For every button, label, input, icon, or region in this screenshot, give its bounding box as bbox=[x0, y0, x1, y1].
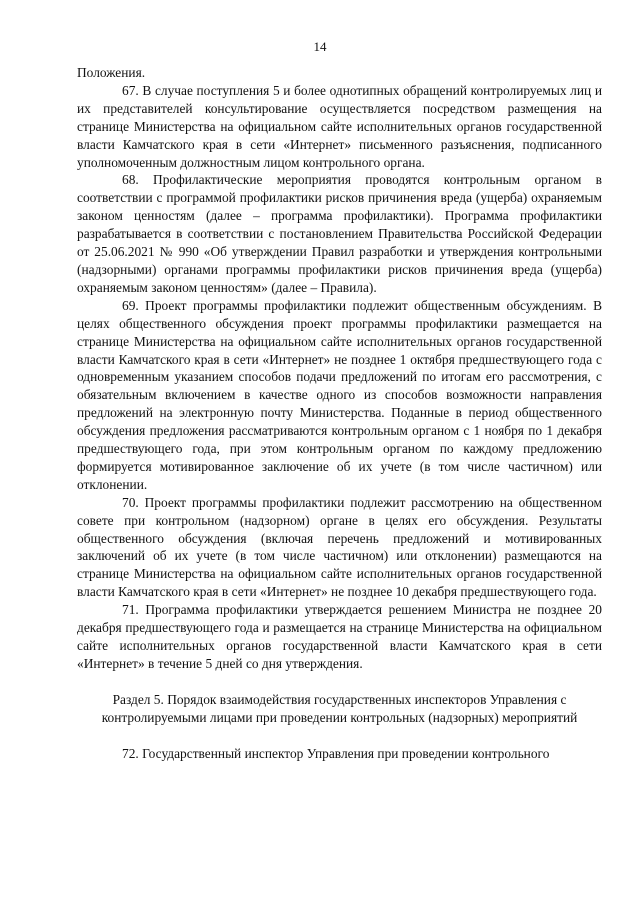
section-heading: Раздел 5. Порядок взаимодействия государственных инспекторов Управления с контролируемыми лицами при проведении контрольных (надзорных) мероприятий bbox=[101, 691, 578, 725]
paragraph-72: 72. Государственный инспектор Управления при проведении контрольного bbox=[122, 745, 550, 761]
document-body bbox=[77, 64, 602, 763]
paragraph-67: 67. В случае поступления 5 и более однотипных обращений контролируемых лиц и их представителей консультирование осуществляется посредством размещения на странице Министерства на официальном сайте исполнительных органов государственной власти Камчатского края в сети «Интернет» письменного разъяснения, подписанного уполномоченным должностным лицом контрольного органа. bbox=[77, 82, 602, 170]
paragraph-71: 71. Программа профилактики утверждается решением Министра не позднее 20 декабря предшествующего года и размещается на странице Министерства на официальном сайте исполнительных органов государственной власти Камчатского края в сети «Интернет» в течение 5 дней со дня утверждения. bbox=[77, 602, 602, 671]
paragraph-70: 70. Проект программы профилактики подлежит рассмотрению на общественном совете при контрольном (надзорном) органе в целях его обсуждения. Результаты общественного обсуждения (включая перечень предложений и мотивированных заключений об их учете (в том числе частичном) или отклонении) размещаются на странице Министерства на официальном сайте исполнительных органов государственной власти Камчатского края в сети «Интернет» не позднее 10 декабря предшествующего года. bbox=[77, 494, 602, 600]
paragraph-continuation: Положения. bbox=[77, 65, 146, 80]
paragraph-68: 68. Профилактические мероприятия проводятся контрольным органом в соответствии с программой профилактики рисков причинения вреда (ущерба) охраняемым законом ценностям (далее – программа профилактики). Программа профилактики разрабатывается в соответствии с постановлением Правительства Российской Федерации от 25.06.2021 № 990 «Об утверждении Правил разработки и утверждения контрольными (надзорными) органами программы профилактики рисков причинения вреда (ущерба) охраняемым законом ценностям» (далее – Правила). bbox=[77, 172, 602, 295]
page-number: 14 bbox=[313, 39, 327, 54]
paragraph-69: 69. Проект программы профилактики подлежит общественным обсуждениям. В целях общественного обсуждения проект программы профилактики размещается на странице Министерства на официальном сайте исполнительных органов государственной власти Камчатского края в сети «Интернет» не позднее 1 октября предшествующего года с одновременным указанием способов подачи предложений по итогам его рассмотрения, с обязательным включением в качестве одного из способов возможности направления предложений на электронную почту Министерства. Поданные в период общественного обсуждения предложения рассматриваются контрольным органом с 1 ноября по 1 декабря предшествующего года, при этом контрольным органом по каждому предложению формируется мотивированное заключение об их учете (в том числе частичном) или отклонении. bbox=[77, 297, 602, 492]
